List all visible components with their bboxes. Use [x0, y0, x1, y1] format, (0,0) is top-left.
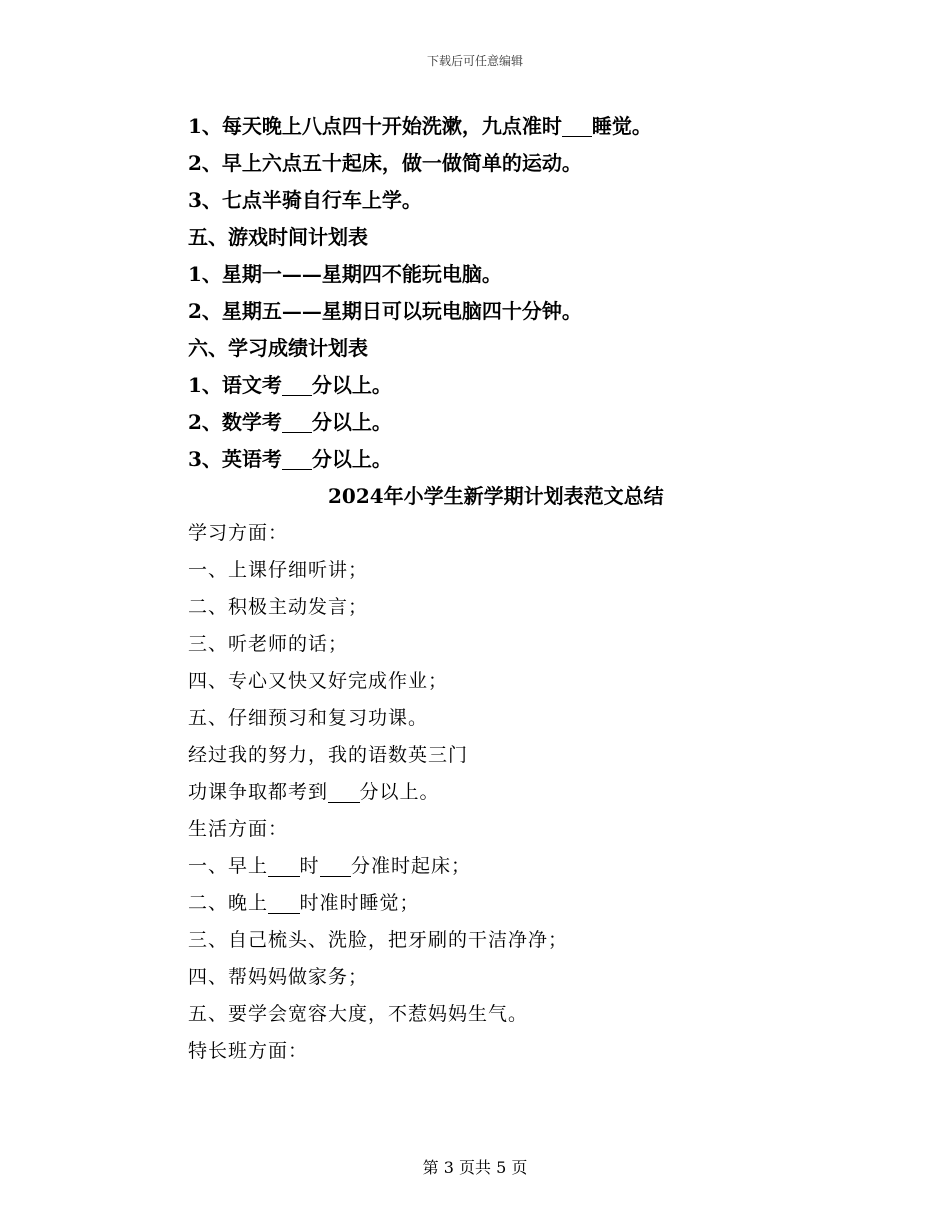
line-text: 时 — [299, 855, 320, 877]
summary-line — [188, 774, 788, 811]
summary-line — [188, 552, 788, 589]
line-text: 二、积极主动发言； — [188, 596, 369, 618]
line-text: 2、早上六点五十起床，做一做简单的运动。 — [188, 151, 582, 175]
fill-in-blank — [320, 856, 352, 877]
line-text: 一、上课仔细听讲； — [188, 559, 369, 581]
line-text: 四、帮妈妈做家务； — [188, 966, 369, 988]
fill-in-blank — [282, 449, 312, 470]
summary-line — [188, 626, 788, 663]
line-text: 经过我的努力，我的语数英三门 — [188, 744, 469, 766]
summary-line — [188, 885, 788, 922]
fill-in-blank — [282, 375, 312, 396]
plan-list-section — [188, 108, 788, 478]
line-text: 三、听老师的话； — [188, 633, 349, 655]
line-text: 五、要学会宽容大度，不惹妈妈生气。 — [188, 1003, 529, 1025]
summary-line — [188, 996, 788, 1033]
plan-line — [188, 182, 788, 219]
line-text: 时准时睡觉； — [299, 892, 420, 914]
plan-line — [188, 330, 788, 367]
fill-in-blank — [282, 412, 312, 433]
line-text: 3、七点半骑自行车上学。 — [188, 188, 422, 212]
line-text: 五、仔细预习和复习功课。 — [188, 707, 429, 729]
summary-line — [188, 737, 788, 774]
line-text: 分准时起床； — [351, 855, 472, 877]
line-text: 分以上。 — [311, 447, 392, 471]
line-text: 一、早上 — [188, 855, 269, 877]
line-text: 1、星期一——星期四不能玩电脑。 — [188, 262, 502, 286]
summary-line — [188, 700, 788, 737]
summary-line — [188, 848, 788, 885]
fill-in-blank — [328, 782, 360, 803]
line-text: 1、语文考 — [188, 373, 282, 397]
plan-line — [188, 367, 788, 404]
summary-line — [188, 589, 788, 626]
document-body — [188, 108, 788, 1070]
document-title: 2024年小学生新学期计划表范文总结 — [328, 484, 664, 508]
line-text: 功课争取都考到 — [188, 781, 329, 803]
summary-line — [188, 922, 788, 959]
line-text: 二、晚上 — [188, 892, 269, 914]
plan-line — [188, 256, 788, 293]
fill-in-blank — [562, 116, 592, 137]
summary-line — [188, 1033, 788, 1070]
line-text: 1、每天晚上八点四十开始洗漱，九点准时 — [188, 114, 562, 138]
plan-line — [188, 145, 788, 182]
plan-line — [188, 219, 788, 256]
line-text: 生活方面： — [188, 818, 289, 840]
page-header: 下载后可任意编辑 — [426, 54, 523, 68]
summary-line — [188, 811, 788, 848]
line-text: 三、自己梳头、洗脸，把牙刷的干洁净净； — [188, 929, 569, 951]
line-text: 五、游戏时间计划表 — [188, 225, 368, 249]
line-text: 六、学习成绩计划表 — [188, 336, 368, 360]
line-text: 分以上。 — [311, 373, 392, 397]
line-text: 分以上。 — [359, 781, 440, 803]
line-text: 2、星期五——星期日可以玩电脑四十分钟。 — [188, 299, 582, 323]
plan-line — [188, 108, 788, 145]
summary-line — [188, 959, 788, 996]
line-text: 特长班方面： — [188, 1040, 309, 1062]
plan-line — [188, 404, 788, 441]
summary-section — [188, 515, 788, 1070]
plan-line — [188, 441, 788, 478]
line-text: 2、数学考 — [188, 410, 282, 434]
line-text: 四、专心又快又好完成作业； — [188, 670, 449, 692]
page-footer: 第 3 页共 5 页 — [422, 1158, 528, 1177]
line-text: 睡觉。 — [591, 114, 652, 138]
summary-line — [188, 663, 788, 700]
summary-line — [188, 515, 788, 552]
line-text: 分以上。 — [311, 410, 392, 434]
fill-in-blank — [268, 856, 300, 877]
line-text: 3、英语考 — [188, 447, 282, 471]
line-text: 学习方面： — [188, 522, 289, 544]
fill-in-blank — [268, 893, 300, 914]
plan-line — [188, 293, 788, 330]
